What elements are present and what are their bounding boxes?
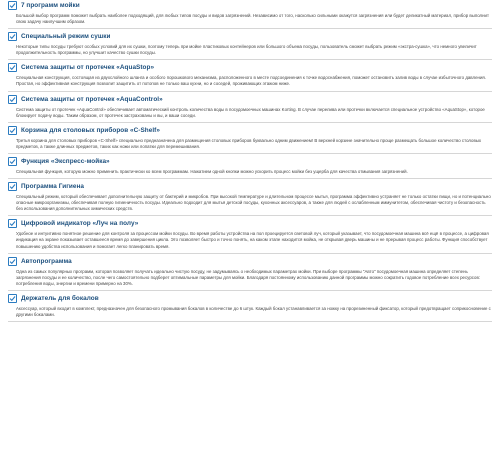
feature-description: Удобное и интуитивно понятное решение для контроля за процессом мойки посуды. Во время работы устройства на пол проецируется световой луч, который указывает, что посудомоечная машина всё ещё в процессе, а цифровая индикация на экране показывает оставшееся время до завершения цикла. Это позволяет быстро и точно понять, на каком этапе находится мойка, не открывая дверь машины и не прерывая процесс работы. Функция способствует повышению удобства использования и помогает легко планировать время. — [16, 231, 489, 249]
feature-description: Большой выбор программ поможет выбрать наиболее подходящий, для любых типов посуды и видов загрязнений. Независимо от того, насколько сильными окажутся загрязнения или будет деликатный материал, прибор выполнит свою задачу наилучшим образом. — [16, 13, 489, 25]
feature-item — [8, 125, 492, 154]
feature-item — [8, 181, 492, 216]
feature-title: Корзина для столовых приборов «C-Shelf» — [21, 126, 160, 134]
checkbox-check-icon — [8, 157, 17, 166]
divider — [8, 59, 492, 60]
feature-title: Держатель для бокалов — [21, 294, 99, 302]
checkbox-check-icon — [8, 126, 17, 135]
feature-item — [8, 94, 492, 123]
checkbox-check-icon — [8, 95, 17, 104]
feature-heading — [8, 156, 492, 167]
checkbox-check-icon — [8, 63, 17, 72]
checkbox-check-icon — [8, 219, 17, 228]
feature-title: Специальный режим сушки — [21, 33, 111, 41]
feature-description: Специальный режим, который обеспечивает дополнительную защиту от бактерий и микробов. При высокой температуре и длительном процессе мытья, программа эффективно устраняет не только остатки пищи, но и потенциально опасные микроорганизмы, обеспечивая полную гигиеничность посуды. Идеально подходит для мытья детской посуды, кухонных аксессуаров, а также для людей с ослабленным иммунитетом, обеспечивая чистоту и безопасность без использования дополнительных химических средств. — [16, 194, 491, 212]
feature-item — [8, 31, 492, 60]
divider — [8, 178, 492, 179]
feature-title: Программа Гигиена — [21, 183, 85, 191]
feature-heading — [8, 125, 492, 136]
feature-item — [8, 293, 492, 322]
divider — [8, 215, 492, 216]
divider — [8, 122, 492, 123]
checkbox-check-icon — [8, 32, 17, 41]
feature-description: Специальная функция, которую можно применить практически ко всем программам. Нажатием одной кнопки можно ускорить процесс мойки без ущерба для качества отмывания загрязнений. — [16, 168, 408, 174]
feature-heading — [8, 62, 492, 73]
feature-title: Система защиты от протечек «AquaControl» — [21, 95, 163, 103]
feature-item — [8, 256, 492, 291]
feature-description: Специальная конструкция, состоящая из двухслойного шланга и особого порошкового механизма, расположенного в месте подсоединения к точке водоснабжения, поможет остановить залив воды в случае избыточного давления. Простая, но эффективная конструкция позволит защитить от потопов не только ваш кухни, но и соседей, проживающих этажом ниже. — [16, 75, 486, 87]
feature-description: Некоторые типы посуды требуют особых условий для их сушки, поэтому теперь при мойке пластиковых контейнеров или большого объема посуды, пользователь сможет выбрать режим «экстра-сушка», что немного увеличит продолжительность программы, но улучшит качество сушки посуды. — [16, 44, 477, 56]
checkbox-check-icon — [8, 257, 17, 266]
feature-heading — [8, 31, 492, 42]
feature-item — [8, 0, 492, 29]
feature-heading — [8, 181, 492, 192]
feature-item — [8, 62, 492, 91]
feature-heading — [8, 256, 492, 267]
feature-description: Третья корзина для столовых приборов «C-Shelf» специально предназначена для размещения столовых приборов буквально одним движением! В верхней корзине значительно проще размещать большое количество столовых предметов, а также длинных предметов, таких как ножи или лопатки для перемешивания. — [16, 137, 482, 149]
checkbox-check-icon — [8, 294, 17, 303]
checkbox-check-icon — [8, 182, 17, 191]
feature-title: 7 программ мойки — [21, 2, 80, 9]
feature-heading — [8, 0, 492, 11]
feature-title: Автопрограмма — [21, 257, 72, 265]
divider — [8, 28, 492, 29]
feature-heading — [8, 218, 492, 229]
divider — [8, 253, 492, 254]
divider — [8, 91, 492, 92]
divider — [8, 321, 492, 322]
feature-title: Цифровой индикатор «Луч на полу» — [21, 220, 139, 228]
feature-item — [8, 156, 492, 179]
feature-title: Система защиты от протечек «AquaStop» — [21, 64, 155, 72]
feature-description: Одна из самых популярных программ, которая позволяет получать идеально чистую посуду, не задумываясь о необходимых параметрах мойки. При выборе программы "Авто" посудомоечная машина определяет степень загрязнения посуды и ее количество, после чего самостоятельно подберет оптимальные параметры для мойки. Благодаря постоянному использованию данной программы можно сократить годовое потребление всех ресурсов: потребления воды, энергии и времени примерно на 30%. — [16, 268, 480, 286]
feature-title: Функция «Экспресс-мойка» — [21, 157, 110, 165]
divider — [8, 153, 492, 154]
checkbox-check-icon — [8, 1, 17, 10]
feature-item — [8, 218, 492, 253]
feature-description: Аксессуар, который входит в комплект, предназначен для безопасного промывания бокалов в количестве до 6 штук. Каждый бокал устанавливается за ножку на прорезиненный фиксатор, который предотвращает соприкосновение с другими бокалами. — [16, 305, 491, 317]
divider — [8, 290, 492, 291]
feature-description: Система защиты от протечек «AquaControl» обеспечивает автоматический контроль количества воды в посудомоечных машинах Korting. В случае перелива или протечки включается специальное устройство «AquaStop», которое блокирует подачу воды. Таким образом, от протечек застрахованы и вы, и ваши соседи. — [16, 106, 485, 118]
feature-heading — [8, 293, 492, 304]
feature-heading — [8, 94, 492, 105]
